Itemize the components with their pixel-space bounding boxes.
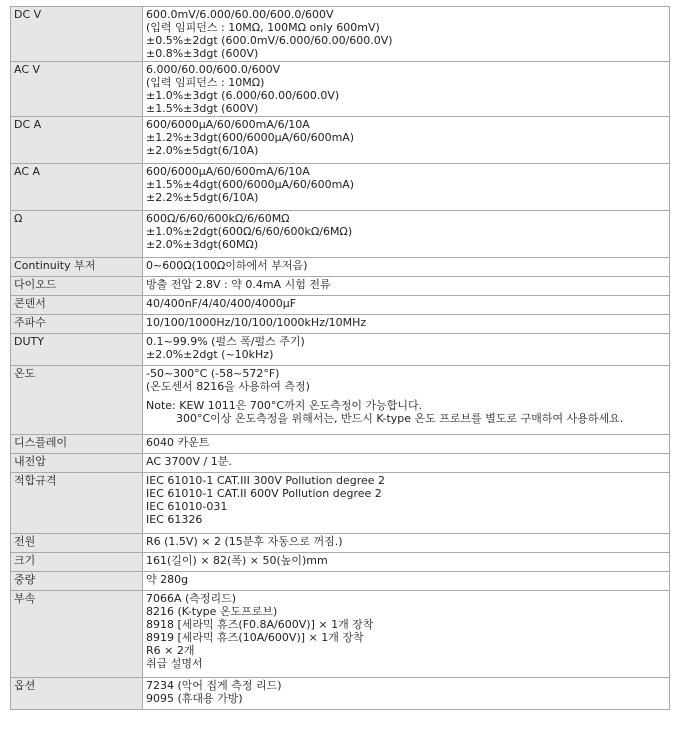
row-label-text: 전원 [14,535,36,548]
row-label-text: DC V [14,8,42,21]
value-line: -50~300°C (-58~572°F) [146,367,280,380]
spec-value [143,591,670,678]
value-line: IEC 61010-1 CAT.III 300V Pollution degree 2 [146,474,386,487]
spec-value [143,277,670,296]
value-line: 취급 설명서 [146,657,203,670]
row-label-text: AC V [14,63,41,76]
spec-row-display [11,435,670,454]
value-line: ±0.8%±3dgt (600V) [146,47,259,60]
value-line: 약 280g [146,573,189,586]
value-line: 6.000/60.00/600.0/600V [146,63,281,76]
value-line: 방출 전압 2.8V : 약 0.4mA 시험 전류 [146,278,331,291]
spec-value [143,435,670,454]
spec-label [11,296,143,315]
spec-row-options [11,678,670,710]
spec-value [143,164,670,211]
value-line: 600/6000μA/60/600mA/6/10A [146,118,310,131]
spec-label [11,572,143,591]
row-label-text: 내전압 [14,455,46,468]
spec-row-size [11,553,670,572]
row-label-text: DC A [14,118,42,131]
value-line: ±2.0%±5dgt(6/10A) [146,144,259,157]
spec-label [11,591,143,678]
spec-label [11,454,143,473]
row-label-text: Ω [14,212,23,225]
value-line: (온도센서 8216을 사용하여 측정) [146,380,310,393]
value-line: 8919 [세라믹 휴즈(10A/600V)] × 1개 장착 [146,631,364,644]
value-line: R6 × 2개 [146,644,195,657]
value-line: ±1.0%±2dgt(600Ω/6/60/600kΩ/6MΩ) [146,225,353,238]
spec-row-accessories [11,591,670,678]
row-label-text: Continuity 부저 [14,259,96,272]
spec-row-diode [11,277,670,296]
value-line: ±1.5%±3dgt (600V) [146,102,259,115]
value-line: ±1.5%±4dgt(600/6000μA/60/600mA) [146,178,355,191]
spec-value [143,534,670,553]
row-label-text: AC A [14,165,41,178]
spec-label [11,435,143,454]
spec-value [143,117,670,164]
row-label-text: 부속 [14,592,36,605]
row-label-text: 크기 [14,554,36,567]
spec-value [143,678,670,710]
spec-value [143,315,670,334]
value-line: 600/6000μA/60/600mA/6/10A [146,165,310,178]
value-line: 600.0mV/6.000/60.00/600.0/600V [146,8,334,21]
temperature-note-continued: 300°C이상 온도측정을 위해서는, 반드시 K-type 온도 프로브를 별도로 구매하여 사용하세요. [176,412,624,425]
spec-value [143,553,670,572]
spec-value [143,572,670,591]
spec-value [143,296,670,315]
spec-row-power [11,534,670,553]
spec-label [11,62,143,117]
spec-label [11,678,143,710]
spec-row-capacitance [11,296,670,315]
spec-row-dc-a [11,117,670,164]
value-line: ±2.0%±2dgt (~10kHz) [146,348,274,361]
value-line: IEC 61010-1 CAT.II 600V Pollution degree 2 [146,487,382,500]
spec-row-duty [11,334,670,366]
spec-row-ohm [11,211,670,258]
spec-value [143,258,670,277]
spec-row-ac-a [11,164,670,211]
row-label-text: DUTY [14,335,44,348]
value-line: 9095 (휴대용 가방) [146,692,243,705]
spec-label [11,366,143,435]
row-label-text: 콘덴서 [14,297,46,310]
spec-row-weight [11,572,670,591]
spec-label [11,7,143,62]
spec-label [11,553,143,572]
value-line: ±2.2%±5dgt(6/10A) [146,191,259,204]
value-line: IEC 61010-031 [146,500,228,513]
value-line: 0~600Ω(100Ω이하에서 부저음) [146,259,308,272]
value-line: 7234 (악어 집게 측정 리드) [146,679,282,692]
value-line: 8216 (K-type 온도프로브) [146,605,278,618]
spec-value [143,366,670,435]
spec-value [143,7,670,62]
value-line: (입력 임피던스 : 10MΩ, 100MΩ only 600mV) [146,21,380,34]
temperature-note: Note: KEW 1011은 700°C까지 온도측정이 가능합니다. [146,399,423,412]
spec-label [11,117,143,164]
spec-value [143,62,670,117]
row-label-text: 중량 [14,573,36,586]
spec-row-standards [11,473,670,534]
spec-label [11,258,143,277]
row-label-text: 온도 [14,367,36,380]
value-line: ±2.0%±3dgt(60MΩ) [146,238,259,251]
value-line: ±0.5%±2dgt (600.0mV/6.000/60.00/600.0V) [146,34,393,47]
spec-value [143,473,670,534]
value-line: IEC 61326 [146,513,203,526]
value-line: 10/100/1000Hz/10/100/1000kHz/10MHz [146,316,367,329]
value-line: (입력 임피던스 : 10MΩ) [146,76,265,89]
spec-label [11,211,143,258]
value-line: 0.1~99.9% (펄스 폭/펄스 주기) [146,335,305,348]
spec-value [143,211,670,258]
spec-label [11,334,143,366]
spec-label [11,315,143,334]
spec-table [10,6,670,710]
row-label-text: 디스플레이 [14,436,68,449]
value-line: ±1.0%±3dgt (6.000/60.00/600.0V) [146,89,340,102]
spec-value [143,334,670,366]
value-line: R6 (1.5V) × 2 (15분후 자동으로 꺼짐.) [146,535,343,548]
value-line: ±1.2%±3dgt(600/6000μA/60/600mA) [146,131,355,144]
value-line: 6040 카운트 [146,436,210,449]
spec-row-withstand-voltage [11,454,670,473]
value-line: 600Ω/6/60/600kΩ/6/60MΩ [146,212,290,225]
spec-label [11,534,143,553]
row-label-text: 적합규격 [14,474,57,487]
spec-row-ac-v [11,62,670,117]
value-line: 8918 [세라믹 휴즈(F0.8A/600V)] × 1개 장착 [146,618,374,631]
value-line: AC 3700V / 1분. [146,455,232,468]
row-label-text: 다이오드 [14,278,57,291]
spec-label [11,277,143,296]
spec-label [11,164,143,211]
value-line: 40/400nF/4/40/400/4000μF [146,297,297,310]
value-line: 7066A (측정리드) [146,592,237,605]
spec-row-temperature [11,366,670,435]
spec-label [11,473,143,534]
value-line: 161(길이) × 82(폭) × 50(높이)mm [146,554,328,567]
row-label-text: 옵션 [14,679,36,692]
row-label-text: 주파수 [14,316,46,329]
spec-value [143,454,670,473]
spec-row-continuity [11,258,670,277]
spec-row-dc-v [11,7,670,62]
spec-row-frequency [11,315,670,334]
